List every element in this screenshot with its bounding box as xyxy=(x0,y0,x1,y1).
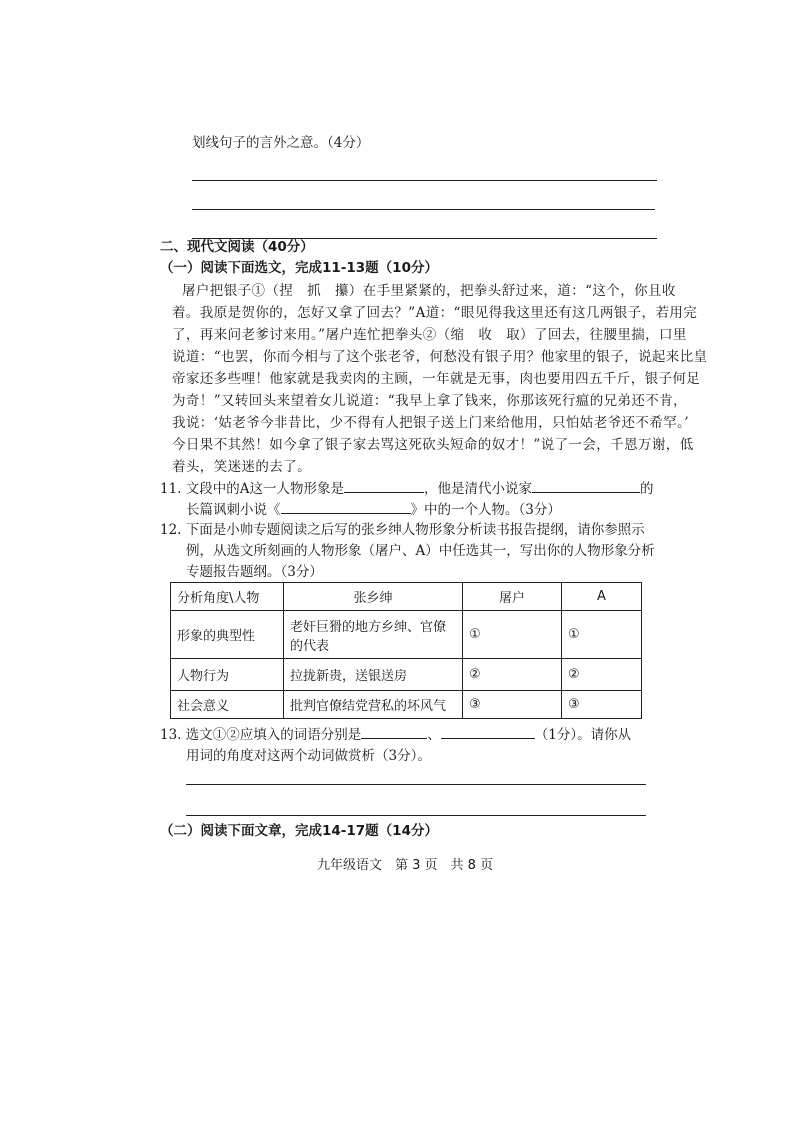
part2-title: （二）阅读下面文章，完成14-17题（14分） xyxy=(160,823,438,839)
passage-line: 我说：‘姑老爷今非昔比，少不得有人把银子送上门来给他用，只怕姑老爷还不希罕。’ xyxy=(172,415,689,431)
q13-text-a: 13. 选文①②应填入的词语分别是 xyxy=(160,727,362,743)
part1-title: （一）阅读下面选文，完成11-13题（10分） xyxy=(160,260,438,276)
table-cell-butcher[interactable]: ① xyxy=(463,611,562,659)
question-13 xyxy=(160,724,631,746)
passage-line: 着。我原是贺你的，怎好又拿了回去？”A道：“眼见得我这里还有这几两银子，若用完 xyxy=(172,305,698,321)
passage-line: 了，再来问老爹讨来用。”屠户连忙把拳头②（缩 收 取）了回去，往腰里揣，口里 xyxy=(172,327,687,343)
table-cell-butcher[interactable]: ② xyxy=(463,659,562,691)
blank-field[interactable] xyxy=(441,724,535,739)
passage-line: 屠户把银子①（捏 抓 攥）在手里紧紧的，把拳头舒过来，道：“这个，你且收 xyxy=(182,283,676,299)
blank-field[interactable] xyxy=(361,724,427,739)
passage-line: 着头，笑迷迷的去了。 xyxy=(172,459,311,475)
question-12-line1: 12. 下面是小帅专题阅读之后写的张乡绅人物形象分析读书报告提纲，请你参照示 xyxy=(160,522,645,538)
table-cell-zhang: 批判官僚结党营私的坏风气 xyxy=(284,691,463,719)
question-13-line2: 用词的角度对这两个动词做赏析（3分）。 xyxy=(186,748,431,764)
answer-line xyxy=(192,209,655,210)
table-row xyxy=(171,659,642,691)
q10-tail-text: 划线句子的言外之意。（4分） xyxy=(192,135,370,151)
q11-text-e: 》中的一个人物。（3分） xyxy=(410,502,561,518)
q11-text-b: ，他是清代小说家 xyxy=(424,481,533,497)
table-row xyxy=(171,611,642,659)
table-header-cell: 张乡绅 xyxy=(284,583,463,611)
question-11-cont xyxy=(186,499,561,521)
table-cell-butcher[interactable]: ③ xyxy=(463,691,562,719)
answer-line xyxy=(186,784,646,785)
q13-text-b: 、 xyxy=(427,727,441,743)
table-cell-a[interactable]: ① xyxy=(562,611,642,659)
q11-text-c: 的 xyxy=(640,481,654,497)
table-cell-angle: 形象的典型性 xyxy=(171,611,284,659)
table-cell-angle: 社会意义 xyxy=(171,691,284,719)
passage-line: 为奇！”又转回头来望着女儿说道：“我早上拿了钱来，你那该死行瘟的兄弟还不肯， xyxy=(172,393,688,409)
blank-field[interactable] xyxy=(532,478,640,493)
table-header-cell: A xyxy=(562,583,642,611)
q11-text-d: 长篇讽刺小说《 xyxy=(186,502,281,518)
passage-line: 说道：“也罢，你而今相与了这个张老爷，何愁没有银子用？他家里的银子，说起来比皇 xyxy=(172,349,708,365)
table-cell-a[interactable]: ③ xyxy=(562,691,642,719)
table-header-cell: 分析角度\人物 xyxy=(171,583,284,611)
page-footer: 九年级语文 第 3 页 共 8 页 xyxy=(317,858,494,873)
passage-line: 今日果不其然！如今拿了银子家去骂这死砍头短命的奴才！”说了一会，千恩万谢，低 xyxy=(172,437,694,453)
table-header-cell: 屠户 xyxy=(463,583,562,611)
table-cell-text: 的代表 xyxy=(290,638,330,654)
section-title: 二、现代文阅读（40分） xyxy=(160,239,314,255)
question-12-line2: 例，从选文所刻画的人物形象（屠户、A）中任选其一，写出你的人物形象分析 xyxy=(186,543,655,559)
answer-line xyxy=(186,815,646,816)
answer-line xyxy=(192,180,657,181)
table-header-row xyxy=(171,583,642,611)
q13-text-c: （1分）。请你从 xyxy=(534,727,632,743)
table-cell-zhang: 拉拢新贵，送银送房 xyxy=(284,659,463,691)
table-cell-zhang xyxy=(284,611,463,659)
table-row xyxy=(171,691,642,719)
q11-text-a: 11. 文段中的A这一人物形象是 xyxy=(160,481,345,497)
blank-field[interactable] xyxy=(344,478,424,493)
question-11 xyxy=(160,478,654,500)
analysis-table xyxy=(170,582,642,719)
table-cell-a[interactable]: ② xyxy=(562,659,642,691)
blank-field[interactable] xyxy=(281,499,411,514)
table-cell-angle: 人物行为 xyxy=(171,659,284,691)
question-12-line3: 专题报告题纲。（3分） xyxy=(186,564,323,580)
passage-line: 帝家还多些哩！他家就是我卖肉的主顾，一年就是无事，肉也要用四五千斤，银子何足 xyxy=(172,371,701,387)
table-cell-text: 老奸巨猾的地方乡绅、官僚 xyxy=(290,619,447,635)
